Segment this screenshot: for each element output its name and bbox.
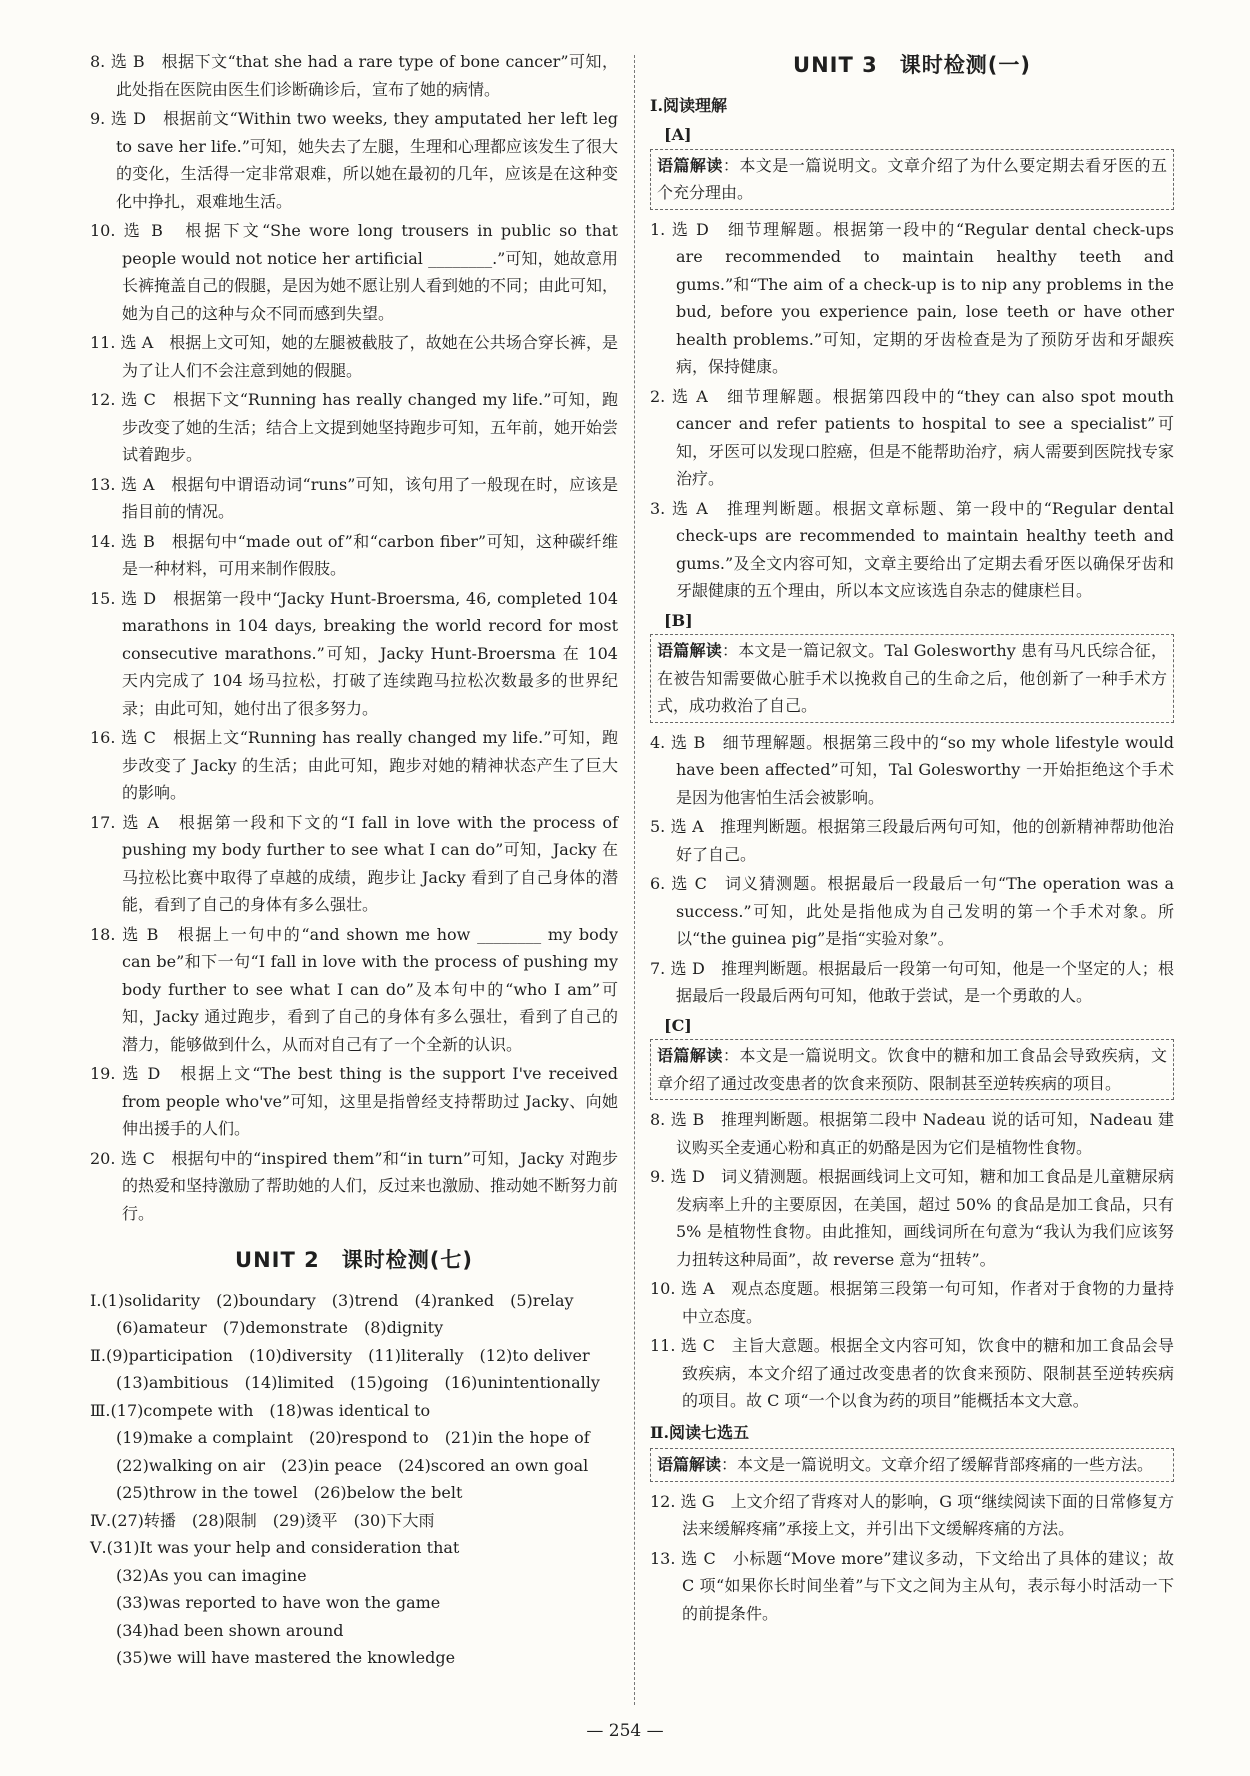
answer-item: 8. 选 B 推理判断题。根据第二段中 Nadeau 说的话可知，Nadeau 建议购买全麦通心粉和真正的奶酪是因为它们是植物性食物。 [650, 1110, 1174, 1157]
answer-item: 11. 选 C 主旨大意题。根据全文内容可知，饮食中的糖和加工食品会导致疾病，本文介绍了通过改变患者的饮食来预防、限制甚至逆转疾病的项目。故 C 项“一个以食为药的项目”能概括本文大意。 [650, 1336, 1174, 1410]
answer-item: 11. 选 A 根据上文可知，她的左腿被截肢了，故她在公共场合穿长裤，是为了让人们不会注意到她的假腿。 [90, 333, 618, 380]
answer-item: 9. 选 D 根据前文“Within two weeks, they amputated her left leg to save her life.”可知，她失去了左腿，生理和心理都应该发生了很大的变化，生活得一定非常艰难，所以她在最初的几年，应该是在这种变化中挣扎，艰难地生活。 [90, 109, 618, 211]
passage-tag: [B] [664, 610, 693, 630]
column-divider [634, 55, 635, 1705]
answer-item: 12. 选 G 上文介绍了背疼对人的影响，G 项“继续阅读下面的日常修复方法来缓解疼痛”承接上文，并引出下文缓解疼痛的方法。 [650, 1491, 1174, 1538]
vocab-line: (34)had been shown around [116, 1620, 344, 1640]
section-heading: Ⅰ.阅读理解 [650, 95, 728, 115]
note-label: 语篇解读 [657, 1455, 722, 1474]
unit2-title: UNIT 2 课时检测(七) [235, 1248, 473, 1272]
answer-item: 14. 选 B 根据句中“made out of”和“carbon fiber”可知，这种碳纤维是一种材料，可用来制作假肢。 [90, 531, 618, 578]
answer-item: 19. 选 D 根据上文“The best thing is the support I've received from people who've”可知，这里是指曾经支持帮助过 Jacky、向她伸出援手的人们。 [90, 1064, 618, 1138]
vocab-line: (22)walking on air (23)in peace (24)scored an own goal [116, 1455, 589, 1475]
answer-item: 17. 选 A 根据第一段和下文的“I fall in love with the process of pushing my body further to see what I can do”可知，Jacky 在马拉松比赛中取得了卓越的成绩，跑步让 Jacky 看到了自己身体的潜能，看到了自己的身体有多么强壮。 [90, 812, 618, 914]
vocab-line: (32)As you can imagine [116, 1565, 307, 1585]
answer-item: 13. 选 A 根据句中谓语动词“runs”可知，该句用了一般现在时，应该是指目前的情况。 [90, 474, 618, 521]
answer-item: 10. 选 A 观点态度题。根据第三段第一句可知，作者对于食物的力量持中立态度。 [650, 1279, 1174, 1326]
answer-item: 12. 选 C 根据下文“Running has really changed my life.”可知，跑步改变了她的生活；结合上文提到她坚持跑步可知，五年前，她开始尝试着跑步。 [90, 390, 619, 464]
answer-item: 15. 选 D 根据第一段中“Jacky Hunt-Broersma, 46, completed 104 marathons in 104 days, breaking the world record for most consecutive marathons.”可知，Jacky Hunt-Broersma 在 104 天内完成了 104 场马拉松，打破了连续跑马拉松次数最多的世界纪录；由此可知，她付出了很多努力。 [90, 588, 618, 718]
answer-item: 7. 选 D 推理判断题。根据最后一段第一句可知，他是一个坚定的人；根据最后一段最后两句可知，他敢于尝试，是一个勇敢的人。 [650, 958, 1174, 1005]
answer-item: 16. 选 C 根据上文“Running has really changed my life.”可知，跑步改变了 Jacky 的生活；由此可知，跑步对她的精神状态产生了巨大的影响。 [90, 728, 618, 802]
vocab-line: (6)amateur (7)demonstrate (8)dignity [116, 1318, 444, 1337]
passage-tag: [A] [664, 125, 692, 144]
answer-item: 20. 选 C 根据句中的“inspired them”和“in turn”可知，Jacky 对跑步的热爱和坚持激励了帮助她的人们，反过来也激励、推动她不断努力前行。 [90, 1148, 619, 1223]
passage-note [650, 1448, 1174, 1482]
left-column [90, 48, 618, 1672]
answer-item: 1. 选 D 细节理解题。根据第一段中的“Regular dental check-ups are recommended to maintain healthy teeth and gums.”和“The aim of a check-up is to nip any problems in the bud, before you experience pain, lose teeth or have other health problems.”可知，定期的牙齿检查是为了预防牙齿和牙龈疾病，保持健康。 [650, 219, 1174, 376]
vocab-line: (19)make a complaint (20)respond to (21)in the hope of [116, 1428, 590, 1447]
answer-item: 5. 选 A 推理判断题。根据第三段最后两句可知，他的创新精神帮助他治好了自己。 [650, 817, 1174, 864]
answer-item: 6. 选 C 词义猜测题。根据最后一段最后一句“The operation was a success.”可知，此处是指他成为自己发明的第一个手术对象。所以“the guinea pig”是指“实验对象”。 [650, 874, 1174, 948]
note-text: ：本文是一篇说明文。文章介绍了为什么要定期去看牙医的五个充分理由。 [657, 155, 1167, 202]
answer-item: 4. 选 B 细节理解题。根据第三段中的“so my whole lifestyle would have been affected”可知，Tal Golesworthy 一开始拒绝这个手术是因为他害怕生活会被影响。 [650, 732, 1174, 807]
answer-item: 10. 选 B 根据下文“She wore long trousers in public so that people would not notice her artificial ________.”可知，她故意用长裤掩盖自己的假腿，是因为她不愿让别人看到她的不同；由此可知，她为自己的这种与众不同而感到失望。 [90, 221, 619, 323]
unit3-title: UNIT 3 课时检测(一) [793, 53, 1031, 77]
section-heading: Ⅱ.阅读七选五 [650, 1422, 750, 1442]
vocab-line: Ⅴ.(31)It was your help and consideration that [90, 1538, 460, 1557]
note-label: 语篇解读 [657, 641, 722, 660]
vocab-line: (35)we will have mastered the knowledge [116, 1648, 456, 1667]
vocab-line: (33)was reported to have won the game [116, 1593, 441, 1612]
passage-note [650, 149, 1174, 210]
vocab-line: Ⅱ.(9)participation (10)diversity (11)literally (12)to deliver [90, 1345, 590, 1365]
vocab-line: Ⅲ.(17)compete with (18)was identical to [90, 1400, 431, 1420]
answer-item: 9. 选 D 词义猜测题。根据画线词上文可知，糖和加工食品是儿童糖尿病发病率上升的主要原因，在美国，超过 50% 的食品是加工食品，只有 5% 是植物性食物。由此推知，画线词所在句意为“我认为我们应该努力扭转这种局面”，故 reverse 意为“扭转”。 [650, 1167, 1174, 1269]
answer-item: 18. 选 B 根据上一句中的“and shown me how ________ my body can be”和下一句“I fall in love with the process of pushing my body further to see what I can do”及本句中的“who I am”可知，Jacky 通过跑步，看到了自己的身体有多么强壮，看到了自己的潜力，能够做到什么，从而对自己有了一个全新的认识。 [90, 924, 618, 1054]
note-label: 语篇解读 [657, 1046, 723, 1065]
answer-item: 8. 选 B 根据下文“that she had a rare type of bone cancer”可知，此处指在医院由医生们诊断确诊后，宣布了她的病情。 [90, 52, 618, 99]
note-text: ：本文是一篇说明文。饮食中的糖和加工食品会导致疾病，文章介绍了通过改变患者的饮食来预防、限制甚至逆转疾病的项目。 [657, 1046, 1167, 1093]
vocab-line: (13)ambitious (14)limited (15)going (16)unintentionally [116, 1373, 600, 1392]
note-text: ：本文是一篇记叙文。Tal Golesworthy 患有马凡氏综合征，在被告知需要做心脏手术以挽救自己的生命之后，他创新了一种手术方式，成功救治了自己。 [657, 641, 1167, 715]
note-text: ：本文是一篇说明文。文章介绍了缓解背部疼痛的一些方法。 [721, 1455, 1154, 1474]
vocab-line: Ⅰ.(1)solidarity (2)boundary (3)trend (4)ranked (5)relay [90, 1290, 574, 1310]
passage-note [650, 634, 1174, 723]
right-column [650, 48, 1174, 1629]
passage-tag: [C] [664, 1015, 692, 1035]
passage-note [650, 1039, 1174, 1100]
answer-item: 13. 选 C 小标题“Move more”建议多动，下文给出了具体的建议；故 C 项“如果你长时间坐着”与下文之间为主从句，表示每小时活动一下的前提条件。 [650, 1548, 1174, 1623]
note-label: 语篇解读 [657, 155, 723, 175]
vocab-line: Ⅳ.(27)转播 (28)限制 (29)烫平 (30)下大雨 [90, 1510, 435, 1530]
page-number: — 254 — [586, 1721, 664, 1741]
answer-item: 3. 选 A 推理判断题。根据文章标题、第一段中的“Regular dental check-ups are recommended to maintain healthy teeth and gums.”及全文内容可知，文章主要给出了定期去看牙医以确保牙齿和牙龈健康的五个理由，所以本文应该选自杂志的健康栏目。 [650, 498, 1174, 600]
vocab-line: (25)throw in the towel (26)below the belt [116, 1483, 463, 1502]
answer-item: 2. 选 A 细节理解题。根据第四段中的“they can also spot mouth cancer and refer patients to hospital to see a specialist”可知，牙医可以发现口腔癌，但是不能帮助治疗，病人需要到医院找专家治疗。 [650, 386, 1174, 488]
